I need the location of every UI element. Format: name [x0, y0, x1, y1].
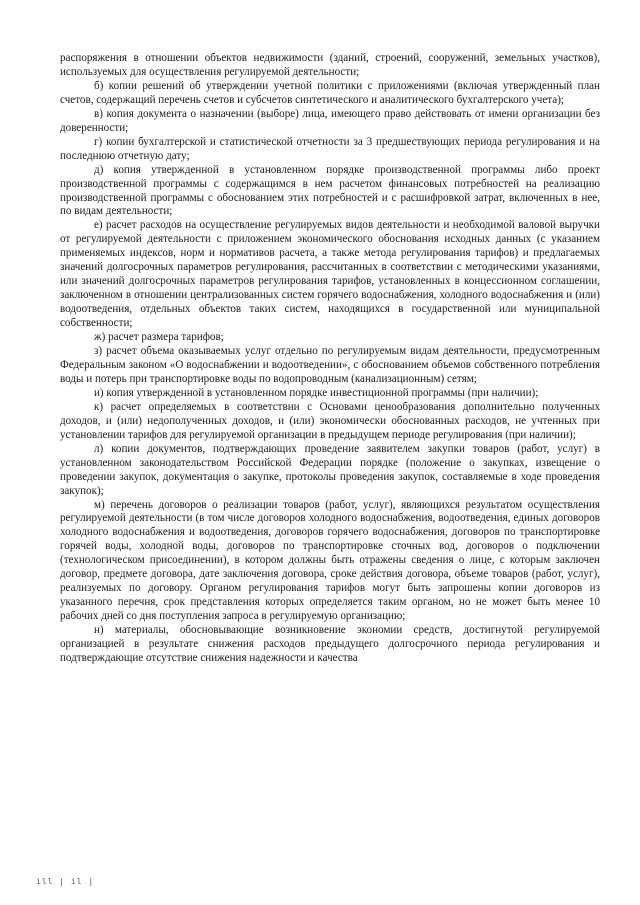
- paragraph-continuation: распоряжения в отношении объектов недвижимости (зданий, строений, сооружений, земельных участков), используемых для осуществления регулируемой деятельности;: [60, 52, 600, 78]
- paragraph-item-m: м) перечень договоров о реализации товаров (работ, услуг), являющихся результатом осуществления регулируемой деятельности (в том числе договоров холодного водоснабжения, водоотведения, единых договоров холодного водоснабжения и водоотведения, договоров горячего водоснабжения, договоров по транспортировке горячей воды, холодной воды, договоров по транспортировке сточных вод, договоров о подключении (технологическом присоединении), в котором должны быть отражены сведения о лице, с которым заключен договор, предмете договора, дате заключения договора, сроке действия договора, объеме товаров (работ, услуг), реализуемых по договору. Органом регулирования тарифов могут быть запрошены копии договоров из указанного перечня, срок представления которых определяется таким органом, но не может быть менее 10 рабочих дней со дня поступления запроса в регулируемую организацию;: [60, 498, 600, 623]
- paragraph-item-i: и) копия утвержденной в установленном порядке инвестиционной программы (при наличии);: [94, 386, 539, 399]
- paragraph-item-v: в) копия документа о назначении (выборе) лица, имеющего право действовать от имени организации без доверенности;: [60, 107, 600, 134]
- paragraph-item-d: д) копия утвержденной в установленном порядке производственной программы либо проект производственной программы с содержащимся в нем расчетом финансовых потребностей на реализацию производственной программы с обоснованием этих потребностей и с расшифровкой затрат, включенных в нее, по видам деятельности;: [60, 163, 600, 218]
- paragraph-item-z: з) расчет объема оказываемых услуг отдельно по регулируемым видам деятельности, предусмотренным Федеральным законом «О водоснабжении и водоотведении», с обоснованием объемов собственного потребления воды и потерь при транспортировке воды по водопроводным (канализационным) сетям;: [60, 345, 600, 385]
- paragraph-item-b: б) копии решений об утверждении учетной политики с приложениями (включая утвержденный план счетов, содержащий перечень счетов и субсчетов синтетического и аналитического бухгалтерского учета);: [60, 79, 600, 106]
- paragraph-item-g: г) копии бухгалтерской и статистической отчетности за 3 предшествующих периода регулирования и на последнюю отчетную дату;: [60, 135, 600, 162]
- paragraph-item-e: е) расчет расходов на осуществление регулируемых видов деятельности и необходимой валовой выручки от регулируемой деятельности с приложением экономического обоснования исходных данных (с указанием применяемых индексов, норм и нормативов расчета, а также метода регулирования тарифов) и предлагаемых значений долгосрочных параметров регулирования, рассчитанных в соответствии с методическими указаниями, или значений долгосрочных параметров регулирования тарифов, установленных в концессионном соглашении, заключенном в отношении централизованных систем горячего водоснабжения, холодного водоснабжения и (или) водоотведения, отдельных объектов таких систем, находящихся в государственной или муниципальной собственности;: [60, 219, 600, 330]
- paragraph-item-zh: ж) расчет размера тарифов;: [94, 331, 224, 344]
- paragraph-item-n: н) материалы, обосновывающие возникновение экономии средств, достигнутой регулируемой организацией в результате снижения расходов предыдущего долгосрочного периода регулирования и подтверждающие отсутствие снижения надежности и качества: [60, 624, 600, 664]
- paragraph-item-l: л) копии документов, подтверждающих проведение заявителем закупки товаров (работ, услуг) в установленном законодательством Российской Федерации порядке (положение о закупках, извещение о проведении закупок, документация о закупке, протоколы проведения закупок, составляемые в ходе проведения закупок);: [60, 442, 600, 497]
- scan-footer-marks: ill | il |: [36, 877, 95, 886]
- document-page: [60, 52, 600, 666]
- paragraph-item-k: к) расчет определяемых в соответствии с Основами ценообразования дополнительно полученных доходов, и (или) недополученных доходов, и (или) экономически обоснованных расходов, не учтенных при установлении тарифов для регулируемой организации в предыдущем периоде регулирования (при наличии);: [60, 400, 600, 441]
